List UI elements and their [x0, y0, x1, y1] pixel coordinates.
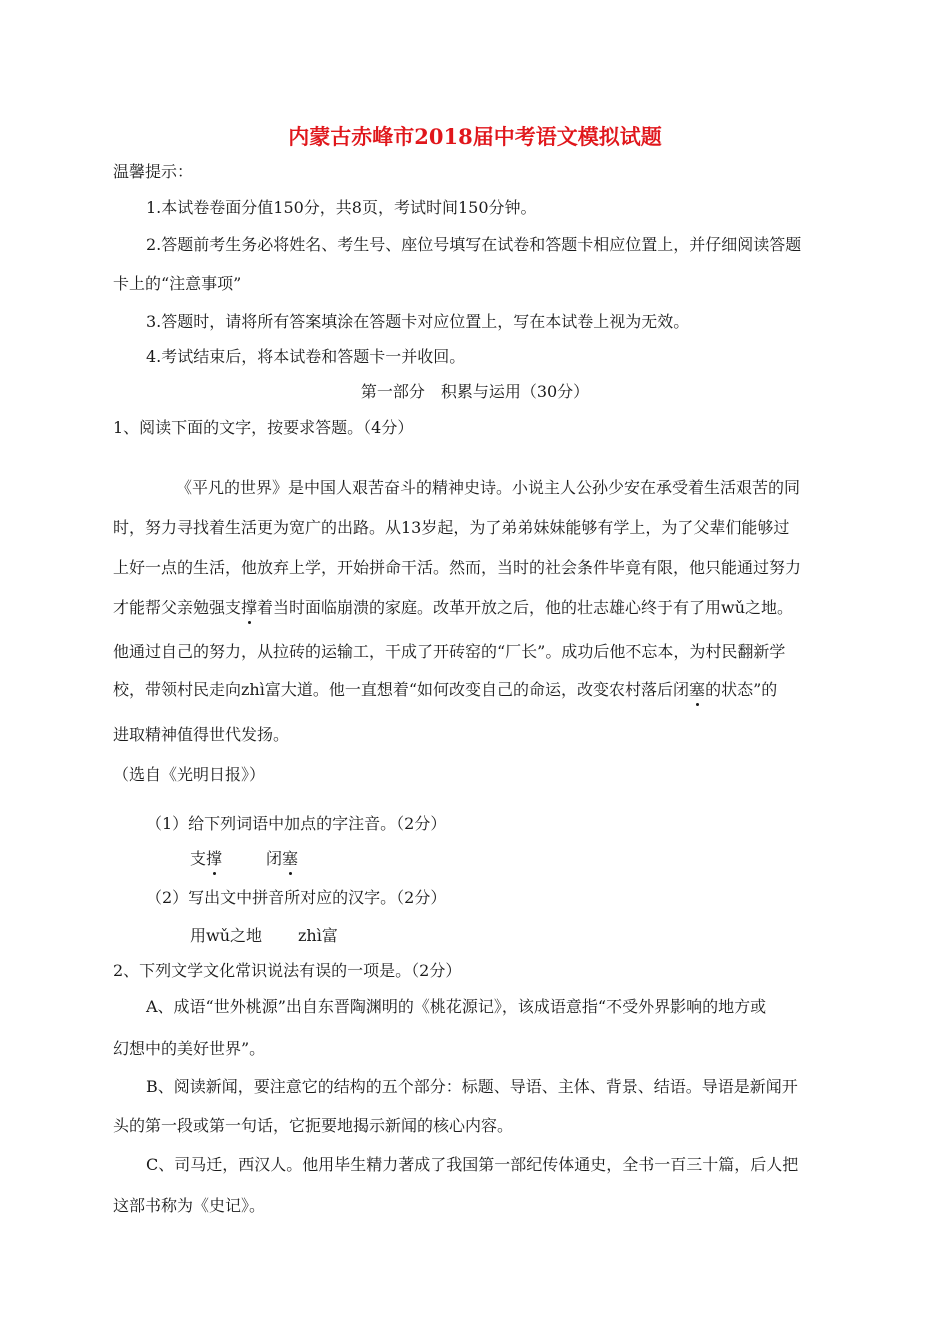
q1-sub1-word-1: [190, 849, 222, 869]
q2-option-b-line-1: B、阅读新闻，要注意它的结构的五个部分：标题、导语、主体、背景、结语。导语是新闻开: [146, 1077, 798, 1096]
tip-item-1: 1.本试卷卷面分值150分，共8页，考试时间150分钟。: [146, 198, 537, 217]
passage-line-2: 时，努力寻找着生活更为宽广的出路。从13岁起，为了弟弟妹妹能够有学上，为了父辈们能够过: [113, 518, 790, 537]
q2-option-a-line-1: A、成语“世外桃源”出自东晋陶渊明的《桃花源记》，该成语意指“不受外界影响的地方或: [146, 997, 767, 1016]
q1-sub1-word-2: [266, 849, 298, 869]
tip-item-3: 3.答题时，请将所有答案填涂在答题卡对应位置上，写在本试卷上视为无效。: [146, 312, 690, 331]
q1-sub2-word-1: 用wǔ之地: [190, 926, 263, 945]
tip-item-2: 2.答题前考生务必将姓名、考生号、座位号填写在试卷和答题卡相应位置上，并仔细阅读答题: [146, 235, 802, 254]
tip-item-4: 4.考试结束后，将本试卷和答题卡一并收回。: [146, 347, 466, 366]
passage-text: 着当时面临崩溃的家庭。改革开放之后，他的壮志雄心终于有了用wǔ之地。: [257, 598, 794, 617]
passage-text: 校，带领村民走向zhì富大道。他一直想着“如何改变自己的命运，改变农村落后闭: [113, 680, 690, 699]
q2-option-b-line-2: 头的第一段或第一句话，它扼要地揭示新闻的核心内容。: [113, 1116, 514, 1135]
passage-line-3: 上好一点的生活，他放弃上学，开始拼命干活。然而，当时的社会条件毕竟有限，他只能通过努力: [113, 558, 802, 577]
dotted-char: 撑: [206, 849, 223, 868]
passage-text: 才能帮父亲勉强支: [113, 598, 242, 617]
dotted-char: 塞: [282, 849, 299, 868]
passage-line-1: 《平凡的世界》是中国人艰苦奋斗的精神史诗。小说主人公孙少安在承受着生活艰苦的同: [176, 478, 801, 497]
passage-source: （选自《光明日报》）: [113, 765, 266, 784]
tips-heading: 温馨提示：: [113, 162, 194, 181]
q1-sub2-label: （2）写出文中拼音所对应的汉字。（2分）: [146, 888, 447, 907]
passage-line-5: 他通过自己的努力，从拉砖的运输工，干成了开砖窑的“厂长”。成功后他不忘本，为村民翻新学: [113, 642, 786, 661]
passage-line-4: [113, 598, 793, 618]
q1-prompt: 1、阅读下面的文字，按要求答题。（4分）: [113, 418, 414, 437]
q2-option-c-line-2: 这部书称为《史记》。: [113, 1196, 266, 1215]
word-text: 支: [190, 849, 207, 868]
passage-line-6: [113, 680, 777, 700]
page-title: 内蒙古赤峰市2018届中考语文模拟试题: [288, 124, 662, 149]
q1-sub2-word-2: zhì富: [298, 926, 338, 945]
passage-line-7: 进取精神值得世代发扬。: [113, 725, 290, 744]
q2-option-c-line-1: C、司马迁，西汉人。他用毕生精力著成了我国第一部纪传体通史，全书一百三十篇，后人把: [146, 1155, 799, 1174]
dotted-char: 塞: [689, 680, 706, 699]
section-heading: 第一部分 积累与运用（30分）: [360, 382, 590, 401]
word-text: 闭: [266, 849, 283, 868]
q1-sub1-label: （1）给下列词语中加点的字注音。（2分）: [146, 814, 447, 833]
q2-prompt: 2、下列文学文化常识说法有误的一项是。（2分）: [113, 961, 462, 980]
passage-text: 的状态”的: [705, 680, 778, 699]
dotted-char: 撑: [241, 598, 258, 617]
q2-option-a-line-2: 幻想中的美好世界”。: [113, 1039, 266, 1058]
tip-item-2-cont: 卡上的“注意事项”: [113, 274, 242, 293]
